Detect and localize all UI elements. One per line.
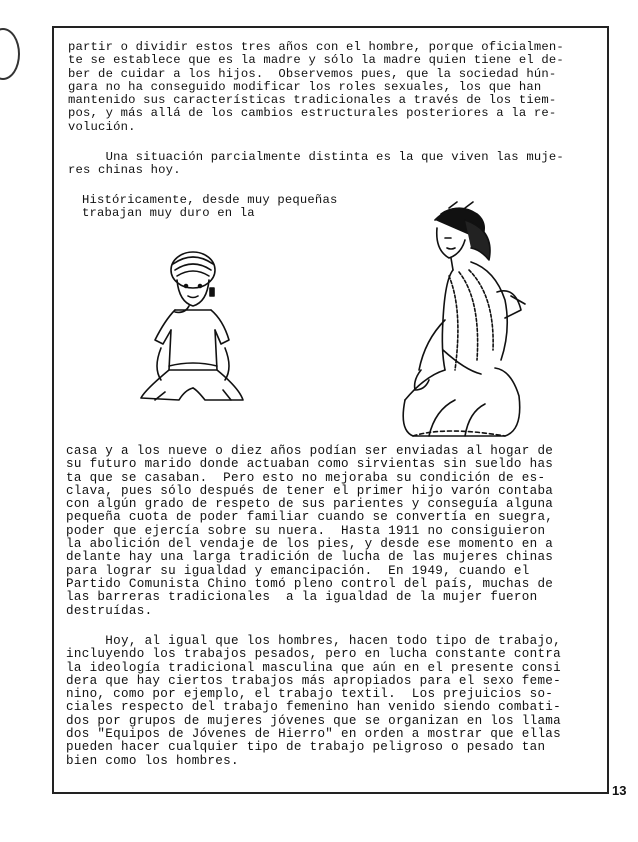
- paragraph-chinese-women: Una situación parcialmente distinta es la que viven las muje- res chinas hoy.: [68, 150, 564, 178]
- page-number: 13: [612, 783, 627, 798]
- illustration-kneeling-girl: [135, 240, 255, 420]
- binder-hole-mark: [0, 28, 20, 80]
- paragraph-today: Hoy, al igual que los hombres, hacen todo tipo de trabajo, incluyendo los trabajos pesados, pero en lucha constante contra la ideología tradicional masculina que aún en el presente consi dera que hay ciertos trabajos más apropiados para el sexo feme- nino, como por ejemplo, el trabajo textil. Los prejuicios so- ciales respecto del trabajo femenino han venido siendo combati- dos por grupos de mujeres jóvenes que se organizan en los llama dos "Equipos de Jóvenes de Hierro" en orden a mostrar que ellas pueden hacer cualquier tipo de trabajo peligroso o pesado tan bien como los hombres.: [66, 634, 562, 768]
- illustration-kneeling-woman: [385, 200, 535, 440]
- paragraph-top: partir o dividir estos tres años con el hombre, porque oficialmen- te se establece que es la madre y sólo la madre quien tiene el de- ber de cuidar a los hijos. Observemos pues, que la sociedad hún- gara no ha conseguido modificar los roles sexuales, los que han mantenido sus características tradicionales a través de los tiem- pos, y más allá de los cambios estructurales posteriores a la re- volución.: [68, 40, 564, 134]
- paragraph-historically: Históricamente, desde muy pequeñas trabajan muy duro en la: [82, 193, 338, 221]
- paragraph-history: casa y a los nueve o diez años podían ser enviadas al hogar de su futuro marido donde actuaban como sirvientas sin sueldo has ta que se casaban. Pero esto no mejoraba su condición de es- clava, pues sólo después de tener el primer hijo varón contaba con algún grado de respeto de sus parientes y conseguía alguna pequeña cuota de poder familiar cuando se convertía en suegra, poder que ejercía sobre su nuera. Hasta 1911 no consiguieron la abolición del vendaje de los pies, y desde ese momento en a delante hay una larga tradición de lucha de las mujeres chinas para lograr su igualdad y emancipación. En 1949, cuando el Partido Comunista Chino tomó pleno control del país, muchas de las barreras tradicionales a la igualdad de la mujer fueron destruídas.: [66, 444, 554, 618]
